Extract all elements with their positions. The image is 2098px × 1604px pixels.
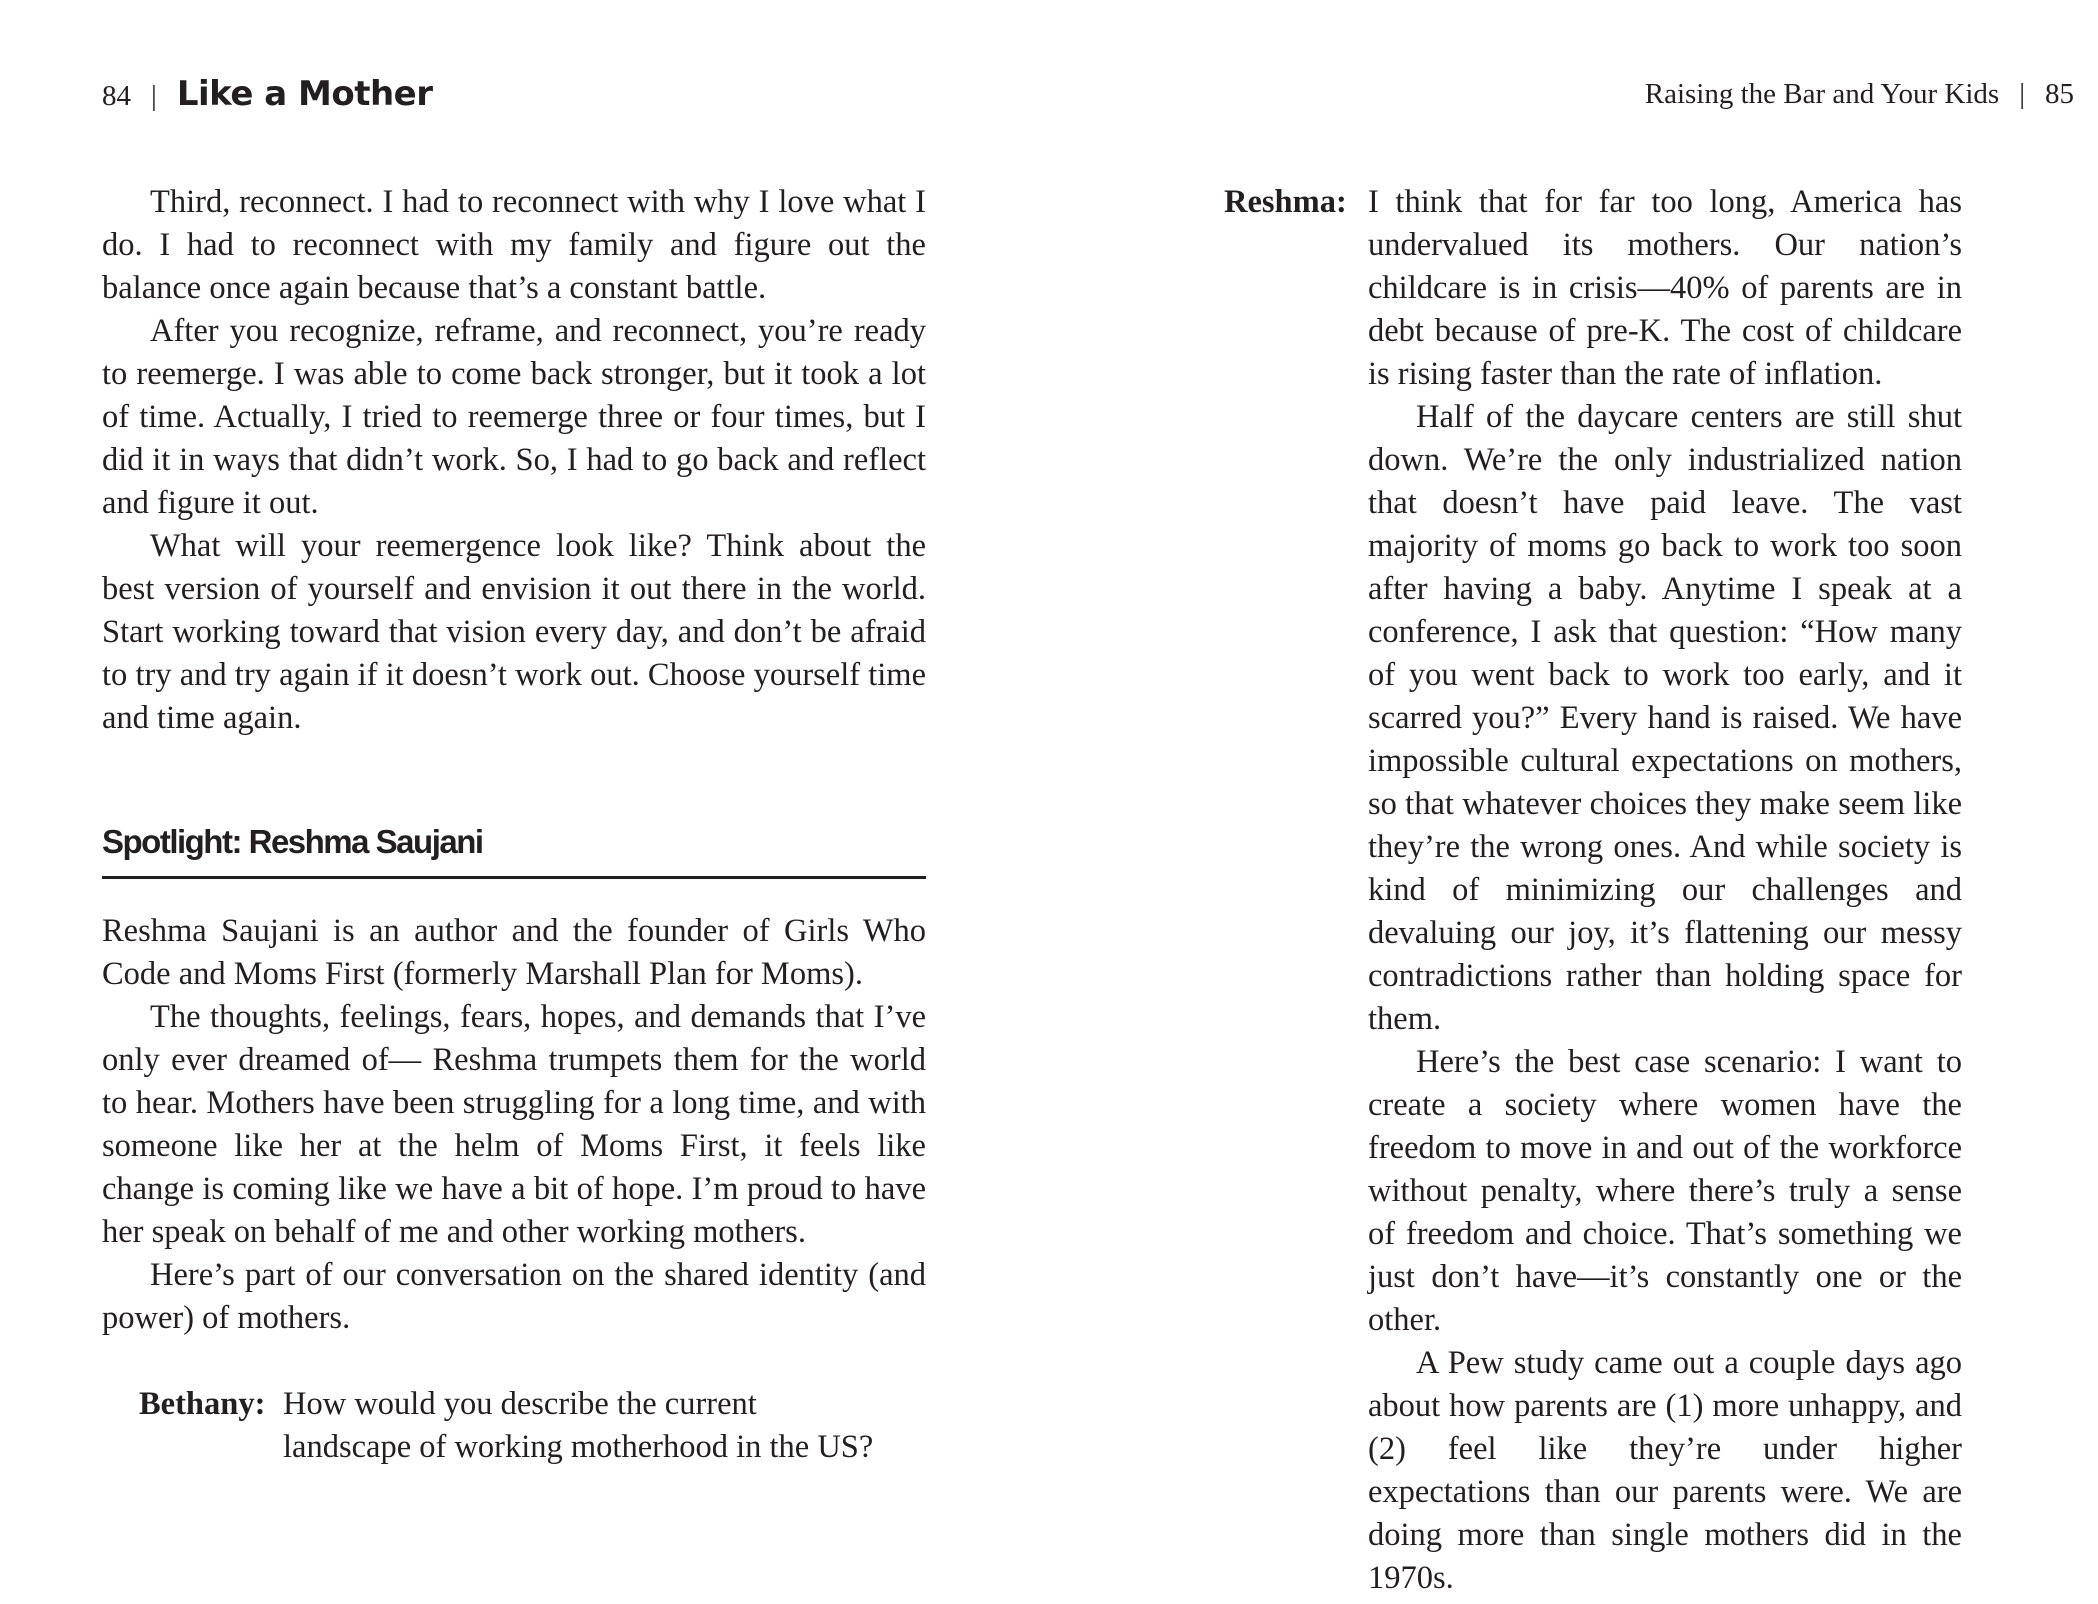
left-body-bottom <box>102 910 926 1340</box>
answer-paragraph: Here’s the best case scenario: I want to create a society where women have the freedom to move in and out of the workforce without penalty, where there’s truly a sense of freedom and choice. That’s something we just don’t have—it’s constantly one or the other. <box>1368 1044 1962 1338</box>
spotlight-heading: Spotlight: Reshma Saujani <box>102 822 926 879</box>
paragraph-reconnect: Third, reconnect. I had to reconnect with why I love what I do. I had to reconnect with my family and figure out the balance once again because that’s a constant battle. <box>102 184 926 306</box>
paragraph-bio: Reshma Saujani is an author and the founder of Girls Who Code and Moms First (formerly Marshall Plan for Moms). <box>102 913 926 992</box>
interview-answer <box>1224 181 2012 1600</box>
answer-paragraph: Half of the daycare centers are still shut down. We’re the only industrialized nation that doesn’t have paid leave. The vast majority of moms go back to work too soon after having a baby. Anytime I speak at a conference, I ask that question: “How many of you went back to work too early, and it scarred you?” Every hand is raised. We have impossible cultural expectations on mothers, so that whatever choices they make seem like they’re the wrong ones. And while society is kind of minimizing our challenges and devaluing our joy, it’s flattening our messy contradictions rather than holding space for them. <box>1368 399 1962 1037</box>
left-running-head <box>102 74 432 116</box>
question-speaker: Bethany: <box>139 1386 266 1422</box>
book-title: Like a Mother <box>176 74 433 114</box>
question-text: How would you describe the current landscape of working motherhood in the US? <box>283 1386 874 1465</box>
paragraph-praise: The thoughts, feelings, fears, hopes, and demands that I’ve only ever dreamed of— Reshma trumpets them for the world to hear. Mothers have been struggling for a long time, and with someone like her at the helm of Moms First, it feels like change is coming like we have a bit of hope. I’m proud to have her speak on behalf of me and other working mothers. <box>102 999 926 1250</box>
right-page-number: 85 <box>2045 78 2074 110</box>
right-running-head <box>1645 74 2074 114</box>
answer-text <box>1368 181 1962 1600</box>
answer-paragraph: A Pew study came out a couple days ago about how parents are (1) more unhappy, and (2) feel like they’re under higher expectations than our parents were. We are doing more than single mothers did in the 1970s. <box>1368 1345 1962 1596</box>
paragraph-reemerge: After you recognize, reframe, and reconnect, you’re ready to reemerge. I was able to come back stronger, but it took a lot of time. Actually, I tried to reemerge three or four times, but I did it in ways that didn’t work. So, I had to go back and reflect and figure it out. <box>102 313 926 521</box>
right-page <box>1049 0 2098 1604</box>
answer-speaker: Reshma: <box>1224 184 1347 220</box>
left-header-separator: | <box>151 80 157 112</box>
interview-question <box>139 1383 899 1469</box>
left-body-top <box>102 181 926 740</box>
chapter-title: Raising the Bar and Your Kids <box>1644 78 2000 110</box>
answer-paragraph: I think that for far too long, America has undervalued its mothers. Our nation’s childcare is in crisis—40% of parents are in debt because of pre-K. The cost of childcare is rising faster than the rate of inflation. <box>1368 184 1962 392</box>
paragraph-conversation-intro: Here’s part of our conversation on the shared identity (and power) of mothers. <box>102 1257 926 1336</box>
paragraph-reemergence-question: What will your reemergence look like? Think about the best version of yourself and envision it out there in the world. Start working toward that vision every day, and don’t be afraid to try and try again if it doesn’t work out. Choose yourself time and time again. <box>102 528 926 736</box>
left-page-number: 84 <box>102 80 131 112</box>
right-header-separator: | <box>2019 78 2025 110</box>
